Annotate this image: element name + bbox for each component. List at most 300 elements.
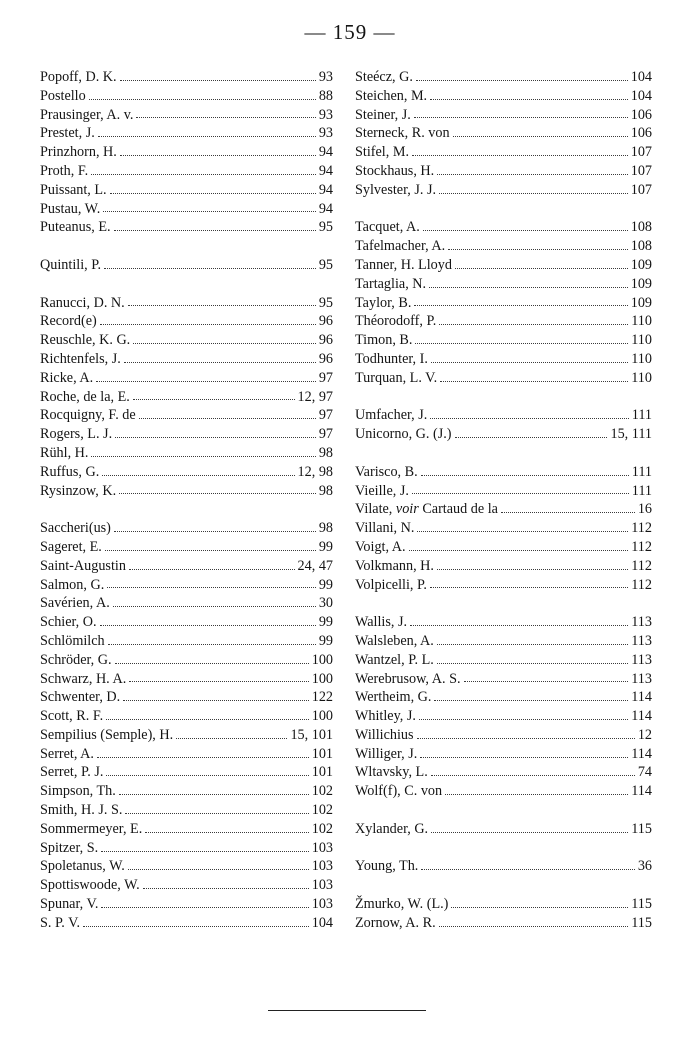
dot-leader: [417, 531, 628, 532]
entry-name: Turquan, L. V.: [355, 369, 438, 386]
entry-name: Unicorno, G. (J.): [355, 426, 452, 443]
dot-leader: [125, 813, 308, 814]
index-entry: [40, 482, 333, 501]
entry-name: Rocquigny, F. de: [40, 407, 136, 424]
page-reference: 102: [311, 820, 333, 837]
entry-name-part: Cartaud de la: [418, 501, 498, 518]
dot-leader: [105, 550, 316, 551]
entry-name: Žmurko, W. (L.): [355, 896, 449, 913]
index-entry: [355, 463, 652, 482]
page-reference: 15, 111: [610, 426, 652, 443]
index-entry: [40, 350, 333, 369]
entry-name: Steécz, G.: [355, 69, 413, 85]
dot-leader: [439, 926, 629, 927]
index-column-left: [40, 68, 333, 933]
index-entry: [40, 538, 333, 557]
dot-leader: [128, 869, 309, 870]
page-reference: 104: [630, 69, 652, 85]
entry-name: Salmon, G.: [40, 576, 105, 593]
page-reference: 111: [631, 407, 652, 424]
entry-name: Prestet, J.: [40, 125, 95, 142]
index-entry: [40, 519, 333, 538]
dot-leader: [415, 343, 628, 344]
page-reference: 98: [318, 482, 333, 499]
entry-name: Willichius: [355, 726, 414, 743]
page-reference: 113: [631, 670, 652, 687]
entry-name: Young, Th.: [355, 858, 419, 875]
dot-leader: [429, 287, 628, 288]
index-entry: [40, 369, 333, 388]
index-entry: [355, 124, 652, 143]
page-reference: 12, 98: [297, 463, 333, 480]
dot-leader: [464, 681, 629, 682]
index-entry: [355, 237, 652, 256]
dot-leader: [100, 324, 316, 325]
dot-leader: [106, 775, 308, 776]
page-reference: 112: [631, 557, 652, 574]
page-reference: 88: [318, 87, 333, 104]
entry-name: Sylvester, J. J.: [355, 181, 437, 198]
dot-leader: [96, 381, 316, 382]
index-entry: [40, 613, 333, 632]
section-gap: [40, 500, 333, 519]
index-entry: [355, 613, 652, 632]
index-entry: [40, 388, 333, 407]
dot-leader: [91, 174, 316, 175]
index-entry: [355, 87, 652, 106]
dot-leader: [431, 362, 628, 363]
page-reference: 97: [318, 369, 333, 386]
entry-name: Pustau, W.: [40, 200, 101, 217]
page-reference: 95: [318, 219, 333, 236]
index-entry: [355, 857, 652, 876]
page-reference: 102: [311, 783, 333, 800]
index-entry: [40, 801, 333, 820]
entry-name: Umfacher, J.: [355, 407, 428, 424]
dot-leader: [417, 738, 635, 739]
page-reference: 99: [318, 576, 333, 593]
page-reference: 100: [311, 670, 333, 687]
index-entry: [355, 632, 652, 651]
page-reference: 114: [631, 708, 652, 725]
index-entry: [40, 895, 333, 914]
section-gap: [40, 275, 333, 294]
page-reference: 109: [630, 294, 652, 311]
entry-name: Rogers, L. J.: [40, 426, 113, 443]
entry-name: Schröder, G.: [40, 651, 112, 668]
index-entry: [40, 782, 333, 801]
dot-leader: [176, 738, 287, 739]
entry-name-part: Vilate,: [355, 501, 396, 518]
section-gap: [355, 801, 652, 820]
entry-name: Wolf(f), C. von: [355, 783, 443, 800]
page-reference: 94: [318, 144, 333, 161]
entry-name: Taylor, B.: [355, 294, 412, 311]
index-entry: [40, 106, 333, 125]
dot-leader: [113, 606, 316, 607]
index-entry: [355, 651, 652, 670]
page-reference: 95: [318, 256, 333, 273]
page-reference: 110: [631, 350, 652, 367]
page-reference: 111: [631, 482, 652, 499]
entry-name: Walsleben, A.: [355, 632, 434, 649]
entry-name: Steichen, M.: [355, 87, 428, 104]
dot-leader: [421, 869, 634, 870]
dot-leader: [437, 663, 628, 664]
entry-name: Savérien, A.: [40, 595, 110, 612]
index-entry: [355, 331, 652, 350]
page-reference: 30: [318, 595, 333, 612]
page-reference: 103: [311, 858, 333, 875]
index-entry: [40, 406, 333, 425]
footer-rule: [268, 1010, 426, 1011]
entry-name: Rysinzow, K.: [40, 482, 117, 499]
page-reference: 103: [311, 877, 333, 894]
index-entry: [40, 707, 333, 726]
index-entry: [355, 312, 652, 331]
dot-leader: [439, 324, 628, 325]
page-reference: 115: [631, 820, 652, 837]
page-reference: 100: [311, 651, 333, 668]
index-entry: [40, 857, 333, 876]
entry-name: Postello: [40, 87, 86, 104]
entry-name: Volkmann, H.: [355, 557, 434, 574]
entry-name: Tacquet, A.: [355, 219, 420, 236]
page-reference: 113: [631, 632, 652, 649]
index-entry: [355, 914, 652, 933]
page-reference: 104: [311, 914, 333, 931]
dot-leader: [431, 832, 628, 833]
dot-leader: [83, 926, 309, 927]
index-entry: [355, 350, 652, 369]
page-reference: 110: [631, 332, 652, 349]
entry-name: Reuschle, K. G.: [40, 332, 131, 349]
dot-leader: [421, 475, 629, 476]
dot-leader: [143, 888, 309, 889]
page-reference: 110: [631, 369, 652, 386]
entry-name: Ranucci, D. N.: [40, 294, 125, 311]
index-entry: [355, 688, 652, 707]
entry-name: Proth, F.: [40, 162, 89, 179]
index-entry: [40, 839, 333, 858]
page-reference: 93: [318, 106, 333, 123]
dot-leader: [455, 268, 628, 269]
page-reference: 109: [630, 256, 652, 273]
entry-name: Tafelmacher, A.: [355, 238, 446, 255]
dot-leader: [133, 343, 316, 344]
page-reference: 96: [318, 313, 333, 330]
entry-name: Steiner, J.: [355, 106, 411, 123]
page-reference: 99: [318, 614, 333, 631]
dot-leader: [419, 719, 628, 720]
index-entry: [40, 726, 333, 745]
entry-name: Simpson, Th.: [40, 783, 116, 800]
dot-leader: [437, 644, 628, 645]
page-reference: 114: [631, 689, 652, 706]
dot-leader: [101, 851, 309, 852]
index-entry: [40, 143, 333, 162]
dot-leader: [124, 362, 316, 363]
index-entry: [355, 670, 652, 689]
index-entry: [355, 519, 652, 538]
entry-name: Stifel, M.: [355, 144, 409, 161]
dot-leader: [123, 700, 309, 701]
index-entry: [40, 651, 333, 670]
dot-leader: [453, 136, 628, 137]
dot-leader: [98, 136, 316, 137]
index-entry: [355, 820, 652, 839]
index-entry: [40, 820, 333, 839]
page-reference: 24, 47: [297, 557, 333, 574]
entry-name: Puissant, L.: [40, 181, 107, 198]
index-entry: [355, 782, 652, 801]
index-entry: [355, 707, 652, 726]
index-entry: [355, 68, 652, 87]
entry-name: Serret, A.: [40, 745, 94, 762]
dot-leader: [89, 99, 316, 100]
index-entry: [40, 294, 333, 313]
index-entry: [40, 670, 333, 689]
index-entry: [40, 87, 333, 106]
page-reference: 12: [637, 726, 652, 743]
page-reference: 94: [318, 181, 333, 198]
entry-name: Wallis, J.: [355, 614, 408, 631]
entry-name: Sempilius (Semple), H.: [40, 726, 174, 743]
entry-name: S. P. V.: [40, 914, 81, 931]
page-reference: 93: [318, 69, 333, 85]
dot-leader: [119, 794, 309, 795]
index-entry: [40, 200, 333, 219]
page-reference: 100: [311, 708, 333, 725]
entry-name: Xylander, G.: [355, 820, 429, 837]
index-column-right: [355, 68, 652, 933]
entry-name: Serret, P. J.: [40, 764, 104, 781]
dot-leader: [431, 775, 635, 776]
page-reference: 106: [630, 106, 652, 123]
section-gap: [355, 200, 652, 219]
page-reference: 122: [311, 689, 333, 706]
index-entry: [355, 425, 652, 444]
page-reference: 16: [637, 501, 652, 518]
entry-name: Saint-Augustin: [40, 557, 126, 574]
index-entry: [355, 181, 652, 200]
entry-name: Williger, J.: [355, 745, 418, 762]
index-entry: [40, 68, 333, 87]
dot-leader: [501, 512, 635, 513]
dot-leader: [414, 305, 627, 306]
entry-name: Ricke, A.: [40, 369, 94, 386]
page-reference: 109: [630, 275, 652, 292]
index-entry: [40, 914, 333, 933]
index-entry: [40, 162, 333, 181]
page-reference: 115: [631, 914, 652, 931]
section-gap: [355, 444, 652, 463]
entry-name-italic: voir: [395, 501, 419, 518]
entry-name: Roche, de la, E.: [40, 388, 130, 405]
entry-name: Spunar, V.: [40, 896, 99, 913]
dot-leader: [430, 587, 628, 588]
page-reference: 74: [637, 764, 652, 781]
page-reference: 104: [630, 87, 652, 104]
dot-leader: [97, 757, 309, 758]
section-gap: [355, 876, 652, 895]
dot-leader: [412, 155, 628, 156]
index-entry: [355, 482, 652, 501]
index-entry: [40, 763, 333, 782]
page-reference: 103: [311, 839, 333, 856]
page-reference: 98: [318, 520, 333, 537]
index-entry: [355, 218, 652, 237]
index-entry: [355, 143, 652, 162]
dot-leader: [448, 249, 628, 250]
page-reference: 99: [318, 538, 333, 555]
page-reference: 114: [631, 783, 652, 800]
entry-name: Schier, O.: [40, 614, 97, 631]
dot-leader: [106, 719, 309, 720]
entry-name: Wantzel, P. L.: [355, 651, 434, 668]
entry-name: Zornow, A. R.: [355, 914, 436, 931]
dot-leader: [437, 174, 628, 175]
index-entry: [40, 576, 333, 595]
index-entry: [355, 500, 652, 519]
index-entry: [355, 106, 652, 125]
entry-name: Rühl, H.: [40, 444, 89, 461]
entry-name: Volpicelli, P.: [355, 576, 427, 593]
index-entry: [355, 369, 652, 388]
page-reference: 110: [631, 313, 652, 330]
dot-leader: [129, 681, 308, 682]
entry-name: Schwenter, D.: [40, 689, 121, 706]
entry-name: Spitzer, S.: [40, 839, 99, 856]
page-reference: 113: [631, 651, 652, 668]
dot-leader: [440, 381, 628, 382]
dot-leader: [133, 399, 295, 400]
page-reference: 98: [318, 444, 333, 461]
dot-leader: [115, 437, 316, 438]
dot-leader: [423, 230, 628, 231]
dot-leader: [139, 418, 316, 419]
index-entry: [40, 218, 333, 237]
page-reference: 101: [311, 764, 333, 781]
entry-name: Werebrusow, A. S.: [355, 670, 461, 687]
entry-name: Tanner, H. Lloyd: [355, 256, 452, 273]
index-entry: [40, 256, 333, 275]
dot-leader: [439, 193, 628, 194]
page-reference: 112: [631, 538, 652, 555]
section-gap: [355, 594, 652, 613]
dot-leader: [145, 832, 308, 833]
page-reference: 103: [311, 896, 333, 913]
entry-name: Schwarz, H. A.: [40, 670, 127, 687]
page-reference: 15, 101: [290, 726, 333, 743]
page-reference: 107: [630, 144, 652, 161]
dot-leader: [430, 418, 628, 419]
dot-leader: [416, 80, 628, 81]
entry-name: Record(e): [40, 313, 97, 330]
page-reference: 111: [631, 463, 652, 480]
dot-leader: [114, 230, 316, 231]
index-entry: [40, 425, 333, 444]
page-reference: 96: [318, 350, 333, 367]
page-reference: 94: [318, 162, 333, 179]
entry-name: Varisco, B.: [355, 463, 418, 480]
index-entry: [40, 876, 333, 895]
dot-leader: [410, 625, 628, 626]
page-reference: 96: [318, 332, 333, 349]
section-gap: [40, 237, 333, 256]
index-entry: [40, 745, 333, 764]
entry-name: Tartaglia, N.: [355, 275, 427, 292]
entry-name: Todhunter, I.: [355, 350, 428, 367]
page-reference: 99: [318, 632, 333, 649]
index-entry: [355, 576, 652, 595]
dot-leader: [120, 155, 316, 156]
entry-name: Spottiswoode, W.: [40, 877, 140, 894]
dot-leader: [455, 437, 608, 438]
dot-leader: [104, 268, 316, 269]
page-reference: 94: [318, 200, 333, 217]
index-entry: [40, 632, 333, 651]
entry-name: Vieille, J.: [355, 482, 409, 499]
dot-leader: [430, 99, 628, 100]
page-reference: 108: [630, 238, 652, 255]
dot-leader: [119, 493, 316, 494]
page-reference: 95: [318, 294, 333, 311]
dot-leader: [445, 794, 628, 795]
entry-name: Schlömilch: [40, 632, 105, 649]
page-reference: 113: [631, 614, 652, 631]
section-gap: [355, 839, 652, 858]
index-entry: [355, 275, 652, 294]
page-reference: 108: [630, 219, 652, 236]
dot-leader: [107, 587, 316, 588]
entry-name: Wertheim, G.: [355, 689, 432, 706]
page-reference: 107: [630, 162, 652, 179]
index-entry: [40, 557, 333, 576]
page-reference: 101: [311, 745, 333, 762]
entry-name: Whitley, J.: [355, 708, 416, 725]
entry-name: Villani, N.: [355, 520, 415, 537]
index-entry: [40, 463, 333, 482]
dot-leader: [451, 907, 628, 908]
dot-leader: [91, 456, 315, 457]
dot-leader: [437, 569, 628, 570]
index-entry: [355, 406, 652, 425]
entry-name: [355, 500, 498, 519]
entry-name: Scott, R. F.: [40, 708, 104, 725]
index-entry: [40, 444, 333, 463]
dot-leader: [136, 117, 315, 118]
index-entry: [355, 745, 652, 764]
dot-leader: [102, 475, 294, 476]
dot-leader: [129, 569, 295, 570]
index-entry: [355, 256, 652, 275]
dot-leader: [110, 193, 316, 194]
index-entry: [355, 895, 652, 914]
dot-leader: [420, 757, 628, 758]
index-entry: [355, 162, 652, 181]
dot-leader: [115, 663, 309, 664]
entry-name: Voigt, A.: [355, 538, 406, 555]
entry-name: Saccheri(us): [40, 520, 111, 537]
entry-name: Sterneck, R. von: [355, 125, 450, 142]
entry-name: Quintili, P.: [40, 256, 102, 273]
page-reference: 107: [630, 181, 652, 198]
dot-leader: [412, 493, 629, 494]
index-entry: [355, 763, 652, 782]
dot-leader: [120, 80, 316, 81]
index-entry: [40, 181, 333, 200]
